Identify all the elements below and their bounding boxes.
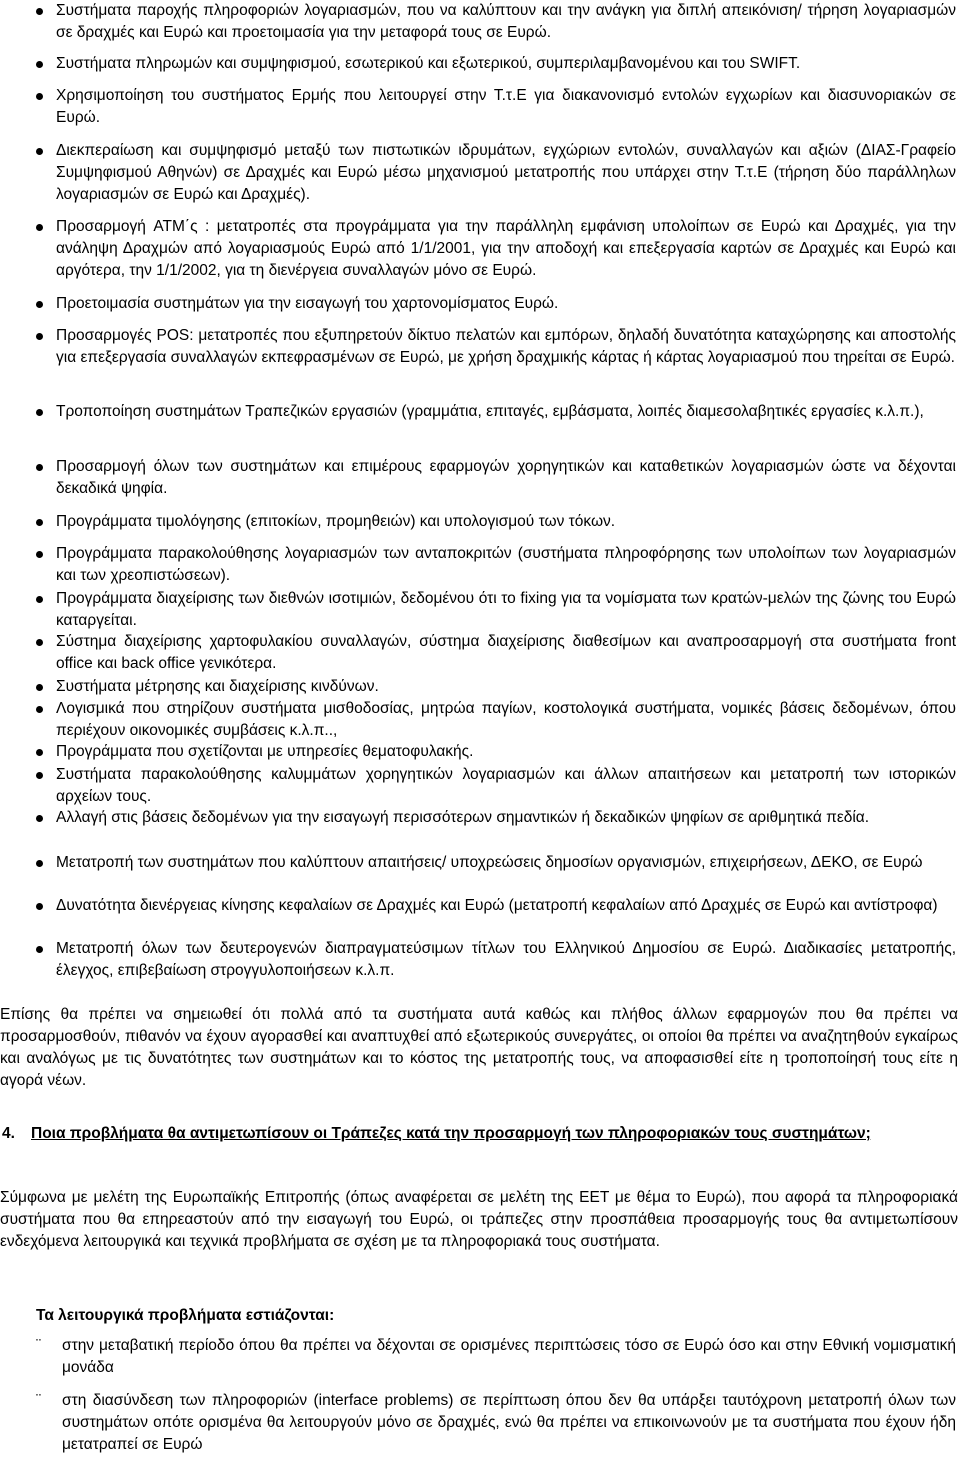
subheading: Τα λειτουργικά προβλήματα εστιάζονται: (36, 1307, 335, 1324)
bullet-icon (36, 8, 43, 15)
bullet-icon (36, 551, 43, 558)
list-item-text: Συστήματα μέτρησης και διαχείρισης κινδύνων. (56, 678, 379, 695)
bullet-icon (36, 409, 43, 416)
list-item-text: Συστήματα πληρωμών και συμψηφισμού, εσωτερικού και εξωτερικού, συμπεριλαμβανομένου και του SWIFT. (56, 55, 801, 72)
list-item-text: Συστήματα παροχής πληροφοριών λογαριασμών, που να καλύπτουν και την ανάγκη για διπλή απεικόνιση/ τήρηση λογαριασμών σε δραχμές και Ευρώ και προετοιμασία για την μεταφορά τους σε Ευρώ. (56, 2, 956, 41)
list-item-text: Τροποποίηση συστημάτων Τραπεζικών εργασιών (γραμμάτια, επιταγές, εμβάσματα, λοιπές διαμεσολαβητικές εργασίες κ.λ.π.), (56, 403, 924, 420)
section-number: 4. (2, 1125, 15, 1142)
list-item-text: Προγράμματα παρακολούθησης λογαριασμών των ανταποκριτών (συστήματα πληροφόρησης των υπολοίπων των λογαριασμών και των χρεοπιστώσεων). (56, 545, 956, 584)
bullet-icon (36, 706, 43, 713)
bullet-icon (36, 639, 43, 646)
bullet-icon (36, 946, 43, 953)
bullet-icon (36, 93, 43, 100)
bullet-icon (36, 903, 43, 910)
list-item-text: Προγράμματα τιμολόγησης (επιτοκίων, προμηθειών) και υπολογισμού των τόκων. (56, 513, 616, 530)
bullet-icon (36, 61, 43, 68)
list-item-text: Προγράμματα που σχετίζονται με υπηρεσίες θεματοφυλακής. (56, 743, 474, 760)
list-item-text: Συστήματα παρακολούθησης καλυμμάτων χορηγητικών λογαριασμών και άλλων απαιτήσεων και μετατροπή των ιστορικών αρχείων τους. (56, 766, 956, 805)
list-item-text: Διεκπεραίωση και συμψηφισμό μεταξύ των πιστωτικών ιδρυμάτων, εγχώριων εντολών, συναλλαγών και αξιών (ΔΙΑΣ-Γραφείο Συμψηφισμού Αθηνών) σε Δραχμές και Ευρώ μέσω μηχανισμού μετατροπής που υπάρχει στην Τ.τ.Ε (τήρηση δύο παράλληλων λογαριασμών σε Ευρώ και Δραχμές). (56, 142, 956, 203)
bullet-icon (36, 224, 43, 231)
diaeresis-bullet-icon: ¨ (36, 1392, 42, 1409)
list-item-text: Αλλαγή στις βάσεις δεδομένων για την εισαγωγή περισσότερων σημαντικών ή δεκαδικών ψηφίων σε αριθμητικά πεδία. (56, 809, 870, 826)
bullet-icon (36, 333, 43, 340)
list-item-text: στην μεταβατική περίοδο όπου θα πρέπει να δέχονται σε ορισμένες περιπτώσεις τόσο σε Ευρώ όσο και στην Εθνική νομισματική μονάδα (62, 1337, 956, 1376)
list-item-text: Προσαρμογή όλων των συστημάτων και επιμέρους εφαρμογών χορηγητικών και καταθετικών λογαριασμών ώστε να δέχονται δεκαδικά ψηφία. (56, 458, 956, 497)
bullet-icon (36, 684, 43, 691)
list-item-text: Δυνατότητα διενέργειας κίνησης κεφαλαίων σε Δραχμές και Ευρώ (μετατροπή κεφαλαίων από Δραχμές σε Ευρώ και αντίστροφα) (56, 897, 938, 914)
list-item-text: Λογισμικά που στηρίζουν συστήματα μισθοδοσίας, μητρώα παγίων, κοστολογικά συστήματα, νομικές βάσεις δεδομένων, όπου περιέχουν οικονομικές συμβάσεις κ.λ.π.., (56, 700, 956, 739)
bullet-icon (36, 464, 43, 471)
bullet-icon (36, 749, 43, 756)
bullet-icon (36, 148, 43, 155)
list-item-text: Χρησιμοποίηση του συστήματος Ερμής που λειτουργεί στην Τ.τ.Ε για διακανονισμό εντολών εγχωρίων και διασυνοριακών σε Ευρώ. (56, 87, 956, 126)
list-item-text: Προσαρμογές POS: μετατροπές που εξυπηρετούν δίκτυο πελατών και εμπόρων, δηλαδή δυνατότητα καταχώρησης και αποστολής για επεξεργασία συναλλαγών εκπεφρασμένων σε Ευρώ, με χρήση δραχμικής κάρτας ή κάρτας λογαριασμού που τηρείται σε Ευρώ. (56, 327, 956, 366)
section-title: Ποια προβλήματα θα αντιμετωπίσουν οι Τράπεζες κατά την προσαρμογή των πληροφοριακών τους συστημάτων; (31, 1125, 871, 1142)
diaeresis-bullet-icon: ¨ (36, 1337, 42, 1354)
bullet-icon (36, 596, 43, 603)
body-paragraph: Σύμφωνα με μελέτη της Ευρωπαϊκής Επιτροπής (όπως αναφέρεται σε μελέτη της ΕΕΤ με θέμα το Ευρώ), που αφορά τα πληροφοριακά συστήματα που θα επηρεαστούν από την εισαγωγή του Ευρώ, οι τράπεζες στην προσπάθεια προσαρμογής τους θα αντιμετωπίσουν ενδεχόμενα λειτουργικά και τεχνικά προβλήματα σε σχέση με τα πληροφοριακά τους συστήματα. (0, 1189, 958, 1250)
bullet-icon (36, 772, 43, 779)
bullet-icon (36, 860, 43, 867)
list-item-text: Προσαρμογή ATM΄ς : μετατροπές στα προγράμματα για την παράλληλη εμφάνιση υπολοίπων σε Ευρώ και Δραχμές, για την ανάληψη Δραχμών από λογαριασμούς Ευρώ από 1/1/2001, για την αποδοχή και επεξεργασία καρτών σε Δραχμές και Ευρώ και αργότερα, την 1/1/2002, για τη διενέργεια συναλλαγών μόνο σε Ευρώ. (56, 218, 956, 279)
bullet-icon (36, 519, 43, 526)
list-item-text: Προγράμματα διαχείρισης των διεθνών ισοτιμιών, δεδομένου ότι το fixing για τα νομίσματα των κρατών-μελών της ζώνης του Ευρώ καταργείται. (56, 590, 956, 629)
body-paragraph: Επίσης θα πρέπει να σημειωθεί ότι πολλά από τα συστήματα αυτά καθώς και πλήθος άλλων εφαρμογών που θα πρέπει να προσαρμοσθούν, πιθανόν να έχουν αγορασθεί και αναπτυχθεί από εξωτερικούς συνεργάτες, οι οποίοι θα πρέπει να αναζητηθούν εγκαίρως και αναλόγως με τις δυνατότητες των συστημάτων και το κόστος της μετατροπής τους, να αποφασισθεί είτε η τροποποίησή τους είτε η αγορά νέων. (0, 1006, 958, 1089)
list-item-text: στη διασύνδεση των πληροφοριών (interface problems) σε περίπτωση όπου δεν θα υπάρξει ταυτόχρονη μετατροπή όλων των συστημάτων οπότε ορισμένα θα λειτουργούν μόνο σε δραχμές, ενώ θα πρέπει να επικοινωνούν με τα συστήματα που έχουν ήδη μετατραπεί σε Ευρώ (62, 1392, 956, 1453)
list-item-text: Μετατροπή όλων των δευτερογενών διαπραγματεύσιμων τίτλων του Ελληνικού Δημοσίου σε Ευρώ. Διαδικασίες μετατροπής, έλεγχος, επιβεβαίωση στρογγυλοποιήσεων κ.λ.π. (56, 940, 956, 979)
list-item-text: Προετοιμασία συστημάτων για την εισαγωγή του χαρτονομίσματος Ευρώ. (56, 295, 559, 312)
list-item-text: Μετατροπή των συστημάτων που καλύπτουν απαιτήσεις/ υποχρεώσεις δημοσίων οργανισμών, επιχειρήσεων, ΔΕΚΟ, σε Ευρώ (56, 854, 923, 871)
bullet-icon (36, 815, 43, 822)
list-item-text: Σύστημα διαχείρισης χαρτοφυλακίου συναλλαγών, σύστημα διαχείρισης διαθεσίμων και αναπροσαρμογή στα συστήματα front office και back office γενικότερα. (56, 633, 956, 672)
bullet-icon (36, 301, 43, 308)
